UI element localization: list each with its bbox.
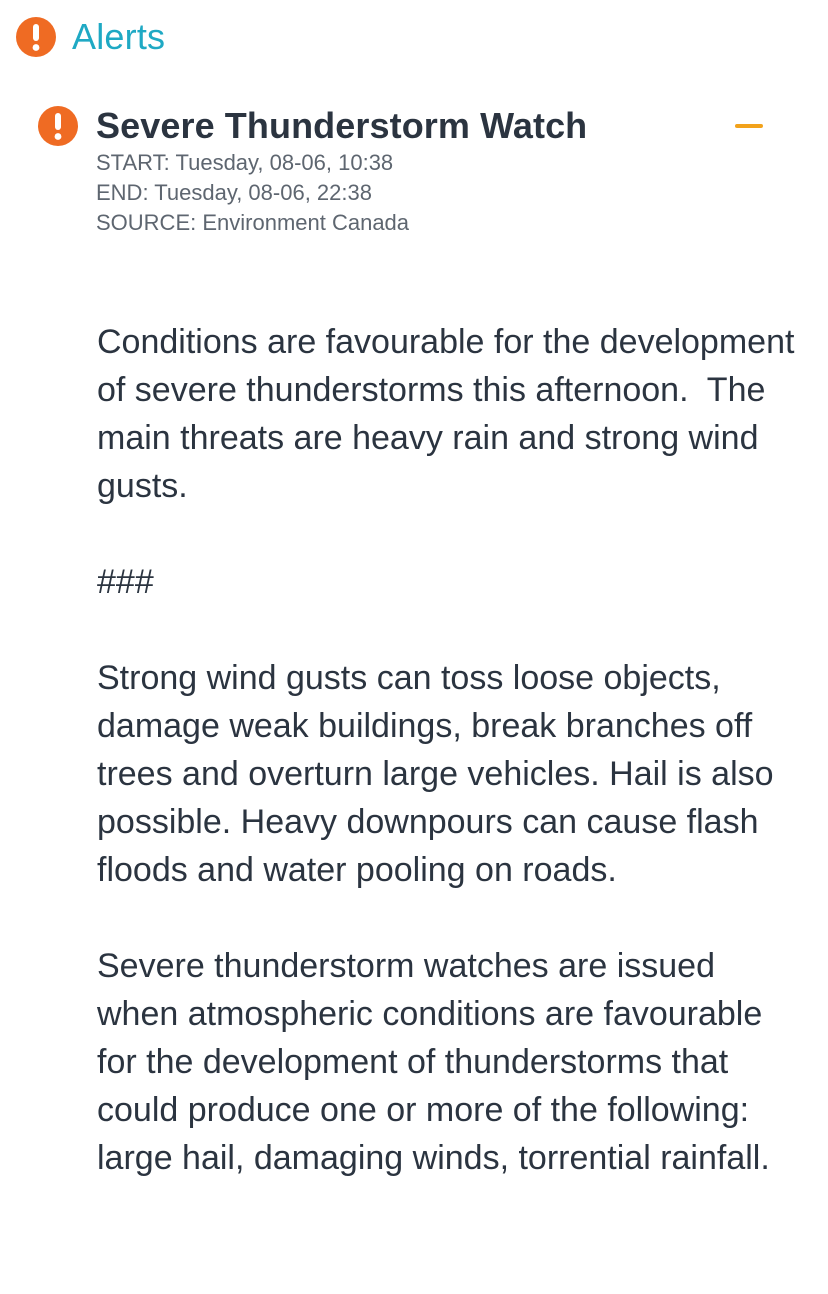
description-paragraph: Strong wind gusts can toss loose objects, damage weak buildings, break branches off trees and overturn large vehicles. Hail is also possible. Heavy downpours can cause flash floods and water pooling on roads. (97, 659, 783, 889)
description-separator: ### (97, 563, 154, 601)
description-paragraph: Severe thunderstorm watches are issued when atmospheric conditions are favourable for the development of thunderstorms that could produce one or more of the following: large hail, damaging winds, torrential rainfall. (97, 947, 772, 1177)
description-paragraph: Conditions are favourable for the development of severe thunderstorms this afternoon. The main threats are heavy rain and strong wind gusts. (97, 323, 804, 505)
minus-icon (735, 124, 763, 128)
alert-card (38, 104, 778, 238)
page-title: Alerts (72, 16, 166, 57)
alert-summary[interactable] (38, 104, 778, 238)
alert-source: SOURCE: Environment Canada (96, 210, 410, 235)
alert-start: START: Tuesday, 08-06, 10:38 (96, 150, 394, 175)
exclamation-icon (16, 17, 56, 57)
alerts-header (16, 16, 165, 58)
alert-end: END: Tuesday, 08-06, 22:38 (96, 180, 372, 205)
exclamation-icon (38, 106, 78, 146)
collapse-button[interactable] (732, 112, 766, 140)
alert-title: Severe Thunderstorm Watch (96, 105, 588, 146)
alert-header (96, 104, 778, 238)
alert-description (97, 318, 804, 1230)
